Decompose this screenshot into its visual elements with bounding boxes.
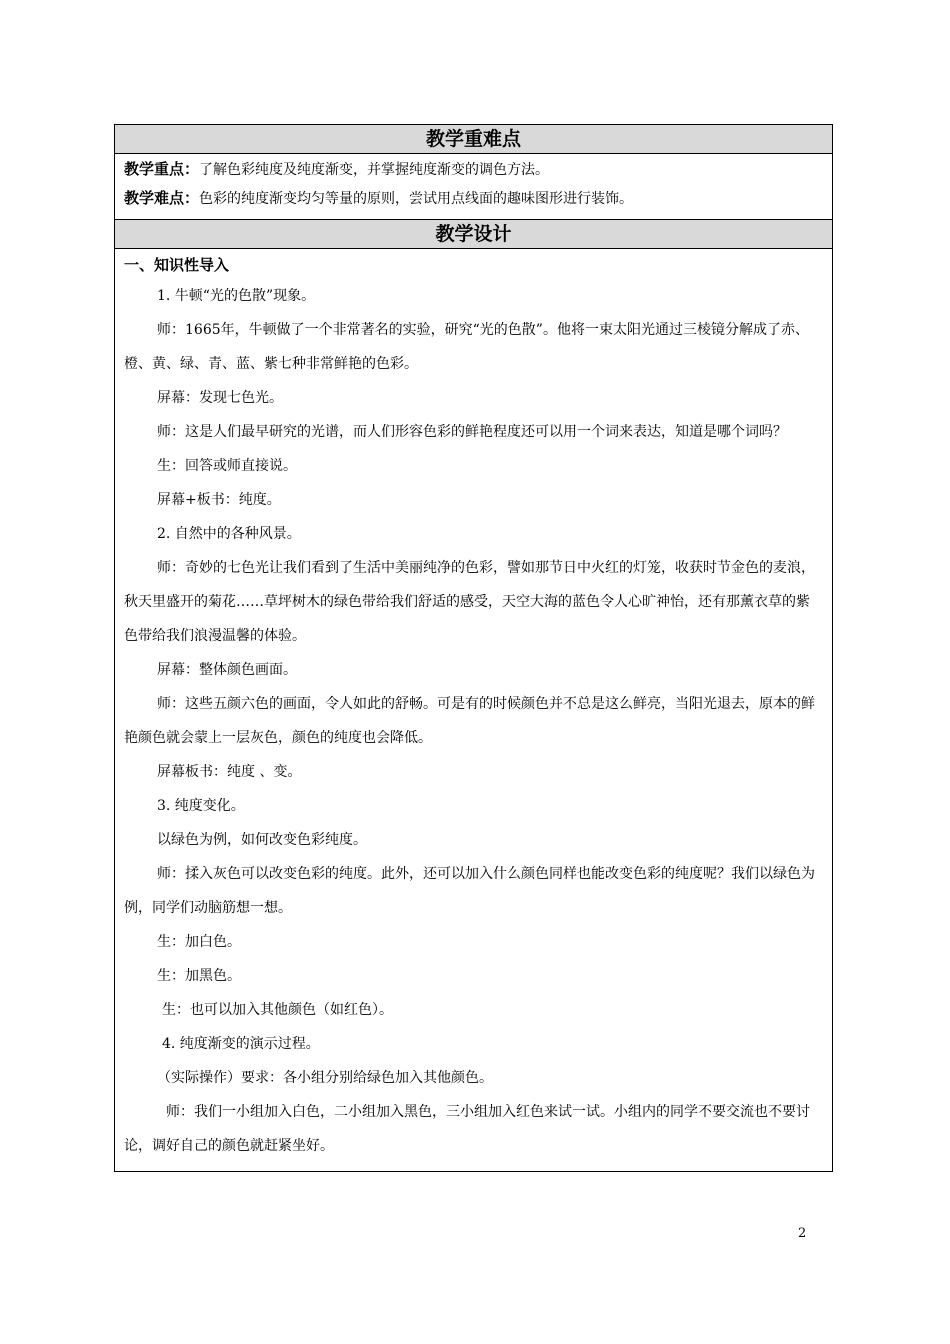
paragraph: 师：奇妙的七色光让我们看到了生活中美丽纯净的色彩，譬如那节日中火红的灯笼，收获时节金色的麦浪，秋天里盛开的菊花……草坪树木的绿色带给我们舒适的感受，天空大海的蓝色令人心旷神怡，还有那薰衣草的紫色带给我们浪漫温馨的体验。 bbox=[124, 560, 815, 644]
section-header-design: 教学设计 bbox=[115, 220, 832, 249]
paragraph: 屏幕+板书：纯度。 bbox=[157, 492, 281, 508]
paragraph: 生：加白色。 bbox=[157, 934, 241, 950]
teaching-focus bbox=[124, 155, 832, 184]
teaching-difficulty bbox=[124, 184, 832, 213]
teaching-difficulty-text: 色彩的纯度渐变均匀等量的原则，尝试用点线面的趣味图形进行装饰。 bbox=[199, 191, 634, 207]
paragraph: 师：1665年，牛顿做了一个非常著名的实验，研究“光的色散”。他将一束太阳光通过三棱镜分解成了赤、橙、黄、绿、青、蓝、紫七种非常鲜艳的色彩。 bbox=[124, 322, 809, 372]
paragraph: 以绿色为例，如何改变色彩纯度。 bbox=[157, 832, 367, 848]
paragraph: 师：我们一小组加入白色，二小组加入黑色，三小组加入红色来试一试。小组内的同学不要交流也不要讨论，调好自己的颜色就赶紧坐好。 bbox=[124, 1104, 810, 1154]
paragraph: 1. 牛顿“光的色散”现象。 bbox=[157, 288, 316, 304]
paragraph: 师：这是人们最早研究的光谱，而人们形容色彩的鲜艳程度还可以用一个词来表达，知道是哪个词吗？ bbox=[157, 424, 787, 440]
teaching-difficulty-label: 教学难点： bbox=[124, 189, 200, 207]
paragraph: 生：加黑色。 bbox=[157, 968, 241, 984]
paragraph: 2. 自然中的各种风景。 bbox=[157, 526, 301, 542]
paragraph: 生：也可以加入其他颜色（如红色）。 bbox=[162, 1002, 393, 1018]
paragraph: 生：回答或师直接说。 bbox=[157, 458, 297, 474]
paragraph: 师：这些五颜六色的画面，令人如此的舒畅。可是有的时候颜色并不总是这么鲜亮，当阳光退去，原本的鲜艳颜色就会蒙上一层灰色，颜色的纯度也会降低。 bbox=[124, 696, 815, 746]
paragraph: 师：揉入灰色可以改变色彩的纯度。此外，还可以加入什么颜色同样也能改变色彩的纯度呢？我们以绿色为例，同学们动脑筋想一想。 bbox=[124, 866, 815, 916]
design-section bbox=[115, 249, 832, 1171]
paragraph: （实际操作）要求：各小组分别给绿色加入其他颜色。 bbox=[157, 1070, 493, 1086]
teaching-focus-text: 了解色彩纯度及纯度渐变，并掌握纯度渐变的调色方法。 bbox=[199, 162, 550, 178]
key-points-section bbox=[115, 154, 832, 220]
paragraph: 屏幕：整体颜色画面。 bbox=[157, 662, 297, 678]
paragraph: 3. 纯度变化。 bbox=[157, 798, 245, 814]
section-header-key-points: 教学重难点 bbox=[115, 125, 832, 154]
paragraph: 屏幕：发现七色光。 bbox=[157, 390, 283, 406]
paragraph: 屏幕板书：纯度 、变。 bbox=[157, 764, 302, 780]
paragraph: 4. 纯度渐变的演示过程。 bbox=[162, 1036, 320, 1052]
section-heading: 一、知识性导入 bbox=[124, 256, 230, 274]
teaching-focus-label: 教学重点： bbox=[124, 160, 200, 178]
page-number: 2 bbox=[798, 1226, 807, 1241]
lesson-plan-table bbox=[114, 124, 833, 1172]
